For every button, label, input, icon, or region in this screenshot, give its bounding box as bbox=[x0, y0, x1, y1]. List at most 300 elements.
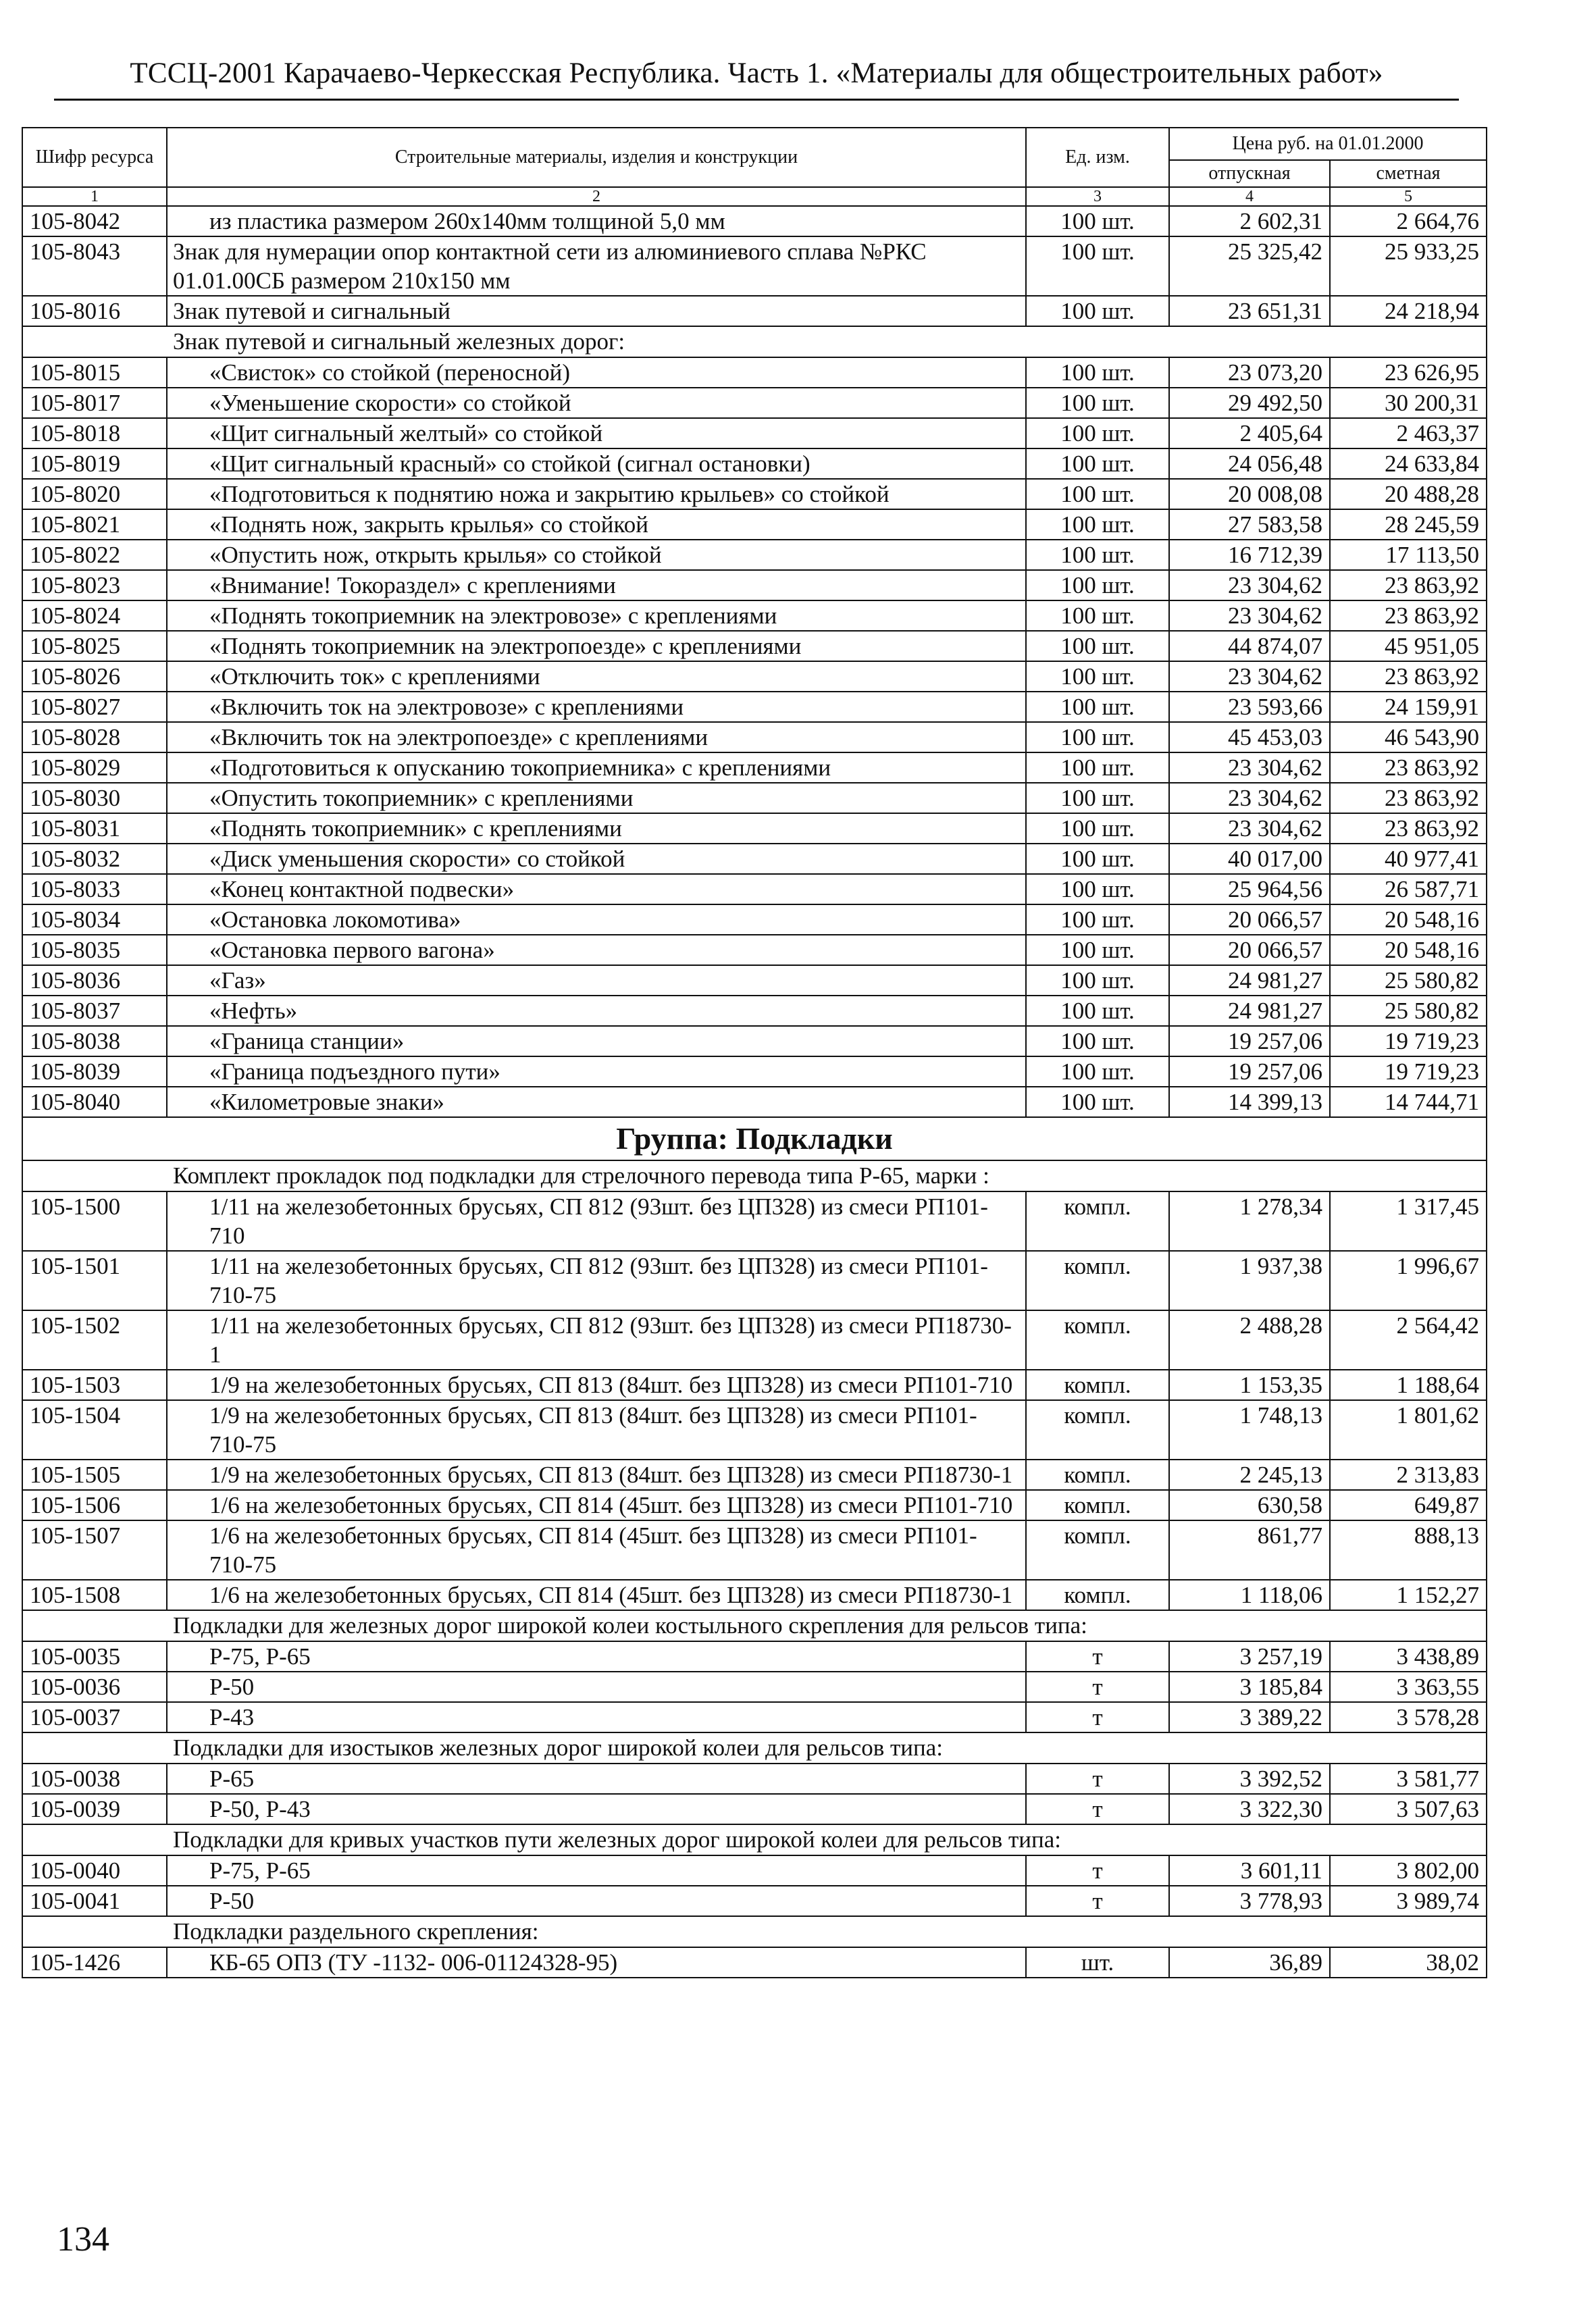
material-name-cell: «Поднять токоприемник» с креплениями bbox=[167, 813, 1026, 844]
price-release-cell: 23 651,31 bbox=[1169, 296, 1330, 326]
price-estimate-cell: 23 863,92 bbox=[1330, 661, 1487, 692]
price-release-cell: 23 304,62 bbox=[1169, 752, 1330, 783]
price-estimate-cell: 28 245,59 bbox=[1330, 509, 1487, 540]
resource-code-cell: 105-8015 bbox=[22, 357, 167, 388]
material-name-cell: «Километровые знаки» bbox=[167, 1087, 1026, 1117]
unit-cell: т bbox=[1026, 1764, 1169, 1794]
price-estimate-cell: 23 863,92 bbox=[1330, 600, 1487, 631]
material-name-cell: «Подготовиться к опусканию токоприемника» с креплениями bbox=[167, 752, 1026, 783]
title-divider bbox=[54, 99, 1459, 101]
subsection-heading: Подкладки раздельного скрепления: bbox=[22, 1916, 1487, 1947]
material-name-cell: Р-50, Р-43 bbox=[167, 1794, 1026, 1824]
price-release-cell: 24 981,27 bbox=[1169, 996, 1330, 1026]
table-row bbox=[22, 388, 1487, 418]
price-estimate-cell: 23 626,95 bbox=[1330, 357, 1487, 388]
material-name-cell: «Внимание! Токораздел» с креплениями bbox=[167, 570, 1026, 600]
unit-cell: 100 шт. bbox=[1026, 844, 1169, 874]
material-name-cell: «Газ» bbox=[167, 965, 1026, 996]
material-name-cell: «Уменьшение скорости» со стойкой bbox=[167, 388, 1026, 418]
price-release-cell: 23 304,62 bbox=[1169, 813, 1330, 844]
price-estimate-cell: 45 951,05 bbox=[1330, 631, 1487, 661]
resource-code-cell: 105-8042 bbox=[22, 206, 167, 236]
material-name-cell: Р-75, Р-65 bbox=[167, 1855, 1026, 1886]
material-name-cell: «Подготовиться к поднятию ножа и закрытию крыльев» со стойкой bbox=[167, 479, 1026, 509]
table-row bbox=[22, 1460, 1487, 1490]
unit-cell: 100 шт. bbox=[1026, 1056, 1169, 1087]
price-table bbox=[22, 127, 1487, 1978]
resource-code-cell: 105-1501 bbox=[22, 1251, 167, 1310]
material-name-cell: Знак для нумерации опор контактной сети из алюминиевого сплава №РКС 01.01.00СБ размером 210х150 мм bbox=[167, 236, 1026, 296]
resource-code-cell: 105-8022 bbox=[22, 540, 167, 570]
price-release-cell: 23 304,62 bbox=[1169, 570, 1330, 600]
price-estimate-cell: 25 580,82 bbox=[1330, 965, 1487, 996]
resource-code-cell: 105-8037 bbox=[22, 996, 167, 1026]
group-heading: Группа: Подкладки bbox=[22, 1117, 1487, 1160]
group-row bbox=[22, 1117, 1487, 1160]
resource-code-cell: 105-8026 bbox=[22, 661, 167, 692]
price-release-cell: 3 322,30 bbox=[1169, 1794, 1330, 1824]
unit-cell: 100 шт. bbox=[1026, 418, 1169, 448]
price-release-cell: 2 488,28 bbox=[1169, 1310, 1330, 1370]
resource-code-cell: 105-8023 bbox=[22, 570, 167, 600]
price-estimate-cell: 23 863,92 bbox=[1330, 783, 1487, 813]
table-row bbox=[22, 540, 1487, 570]
price-estimate-cell: 24 633,84 bbox=[1330, 448, 1487, 479]
price-estimate-cell: 1 996,67 bbox=[1330, 1251, 1487, 1310]
price-estimate-cell: 3 507,63 bbox=[1330, 1794, 1487, 1824]
price-release-cell: 25 964,56 bbox=[1169, 874, 1330, 904]
column-number: 2 bbox=[167, 187, 1026, 206]
price-estimate-cell: 40 977,41 bbox=[1330, 844, 1487, 874]
table-row bbox=[22, 1641, 1487, 1672]
table-row bbox=[22, 1251, 1487, 1310]
resource-code-cell: 105-8036 bbox=[22, 965, 167, 996]
resource-code-cell: 105-0038 bbox=[22, 1764, 167, 1794]
price-release-cell: 23 073,20 bbox=[1169, 357, 1330, 388]
material-name-cell: «Поднять токоприемник на электровозе» с креплениями bbox=[167, 600, 1026, 631]
material-name-cell: «Остановка локомотива» bbox=[167, 904, 1026, 935]
unit-cell: 100 шт. bbox=[1026, 965, 1169, 996]
resource-code-cell: 105-8016 bbox=[22, 296, 167, 326]
resource-code-cell: 105-8030 bbox=[22, 783, 167, 813]
material-name-cell: «Опустить нож, открыть крылья» со стойкой bbox=[167, 540, 1026, 570]
unit-cell: компл. bbox=[1026, 1490, 1169, 1520]
header-price-release: отпускная bbox=[1169, 160, 1330, 187]
unit-cell: компл. bbox=[1026, 1310, 1169, 1370]
resource-code-cell: 105-8021 bbox=[22, 509, 167, 540]
price-release-cell: 2 602,31 bbox=[1169, 206, 1330, 236]
unit-cell: т bbox=[1026, 1886, 1169, 1916]
table-row bbox=[22, 1947, 1487, 1978]
header-name: Строительные материалы, изделия и конструкции bbox=[167, 128, 1026, 187]
price-release-cell: 1 937,38 bbox=[1169, 1251, 1330, 1310]
table-row bbox=[22, 1702, 1487, 1732]
price-release-cell: 23 593,66 bbox=[1169, 692, 1330, 722]
table-row bbox=[22, 296, 1487, 326]
unit-cell: 100 шт. bbox=[1026, 904, 1169, 935]
price-release-cell: 3 257,19 bbox=[1169, 1641, 1330, 1672]
unit-cell: 100 шт. bbox=[1026, 236, 1169, 296]
unit-cell: компл. bbox=[1026, 1191, 1169, 1251]
unit-cell: 100 шт. bbox=[1026, 509, 1169, 540]
price-release-cell: 27 583,58 bbox=[1169, 509, 1330, 540]
table-row bbox=[22, 813, 1487, 844]
table-row bbox=[22, 1026, 1487, 1056]
table-row bbox=[22, 783, 1487, 813]
unit-cell: т bbox=[1026, 1702, 1169, 1732]
price-release-cell: 24 981,27 bbox=[1169, 965, 1330, 996]
price-release-cell: 23 304,62 bbox=[1169, 600, 1330, 631]
unit-cell: т bbox=[1026, 1855, 1169, 1886]
resource-code-cell: 105-8019 bbox=[22, 448, 167, 479]
unit-cell: 100 шт. bbox=[1026, 813, 1169, 844]
unit-cell: т bbox=[1026, 1794, 1169, 1824]
resource-code-cell: 105-0036 bbox=[22, 1672, 167, 1702]
price-estimate-cell: 19 719,23 bbox=[1330, 1056, 1487, 1087]
price-release-cell: 1 153,35 bbox=[1169, 1370, 1330, 1400]
price-release-cell: 1 748,13 bbox=[1169, 1400, 1330, 1460]
table-row bbox=[22, 1056, 1487, 1087]
table-row bbox=[22, 1520, 1487, 1580]
resource-code-cell: 105-1507 bbox=[22, 1520, 167, 1580]
table-row bbox=[22, 1490, 1487, 1520]
resource-code-cell: 105-8038 bbox=[22, 1026, 167, 1056]
resource-code-cell: 105-1508 bbox=[22, 1580, 167, 1610]
price-release-cell: 3 778,93 bbox=[1169, 1886, 1330, 1916]
price-release-cell: 20 066,57 bbox=[1169, 935, 1330, 965]
unit-cell: компл. bbox=[1026, 1370, 1169, 1400]
material-name-cell: «Опустить токоприемник» с креплениями bbox=[167, 783, 1026, 813]
subsection-heading: Комплект прокладок под подкладки для стрелочного перевода типа Р-65, марки : bbox=[22, 1160, 1487, 1191]
unit-cell: шт. bbox=[1026, 1947, 1169, 1978]
table-row bbox=[22, 1764, 1487, 1794]
resource-code-cell: 105-1503 bbox=[22, 1370, 167, 1400]
unit-cell: 100 шт. bbox=[1026, 600, 1169, 631]
material-name-cell: из пластика размером 260х140мм толщиной 5,0 мм bbox=[167, 206, 1026, 236]
price-estimate-cell: 23 863,92 bbox=[1330, 752, 1487, 783]
price-estimate-cell: 20 548,16 bbox=[1330, 904, 1487, 935]
material-name-cell: «Щит сигнальный желтый» со стойкой bbox=[167, 418, 1026, 448]
price-estimate-cell: 1 188,64 bbox=[1330, 1370, 1487, 1400]
price-estimate-cell: 17 113,50 bbox=[1330, 540, 1487, 570]
resource-code-cell: 105-8018 bbox=[22, 418, 167, 448]
table-row bbox=[22, 479, 1487, 509]
material-name-cell: 1/6 на железобетонных брусьях, СП 814 (45шт. без ЦП328) из смеси РП101-710-75 bbox=[167, 1520, 1026, 1580]
unit-cell: компл. bbox=[1026, 1251, 1169, 1310]
material-name-cell: «Поднять нож, закрыть крылья» со стойкой bbox=[167, 509, 1026, 540]
table-row bbox=[22, 1191, 1487, 1251]
unit-cell: 100 шт. bbox=[1026, 540, 1169, 570]
material-name-cell: 1/11 на железобетонных брусьях, СП 812 (93шт. без ЦП328) из смеси РП18730-1 bbox=[167, 1310, 1026, 1370]
material-name-cell: «Отключить ток» с креплениями bbox=[167, 661, 1026, 692]
unit-cell: 100 шт. bbox=[1026, 935, 1169, 965]
price-release-cell: 23 304,62 bbox=[1169, 783, 1330, 813]
price-release-cell: 19 257,06 bbox=[1169, 1026, 1330, 1056]
resource-code-cell: 105-8034 bbox=[22, 904, 167, 935]
unit-cell: 100 шт. bbox=[1026, 479, 1169, 509]
subsection-row bbox=[22, 326, 1487, 357]
unit-cell: 100 шт. bbox=[1026, 783, 1169, 813]
subsection-heading: Знак путевой и сигнальный железных дорог: bbox=[22, 326, 1487, 357]
page-number: 134 bbox=[57, 2220, 109, 2259]
material-name-cell: Р-43 bbox=[167, 1702, 1026, 1732]
page-title: ТССЦ-2001 Карачаево-Черкесская Республика. Часть 1. «Материалы для общестроительных работ» bbox=[130, 57, 1383, 89]
table-row bbox=[22, 692, 1487, 722]
material-name-cell: Р-50 bbox=[167, 1672, 1026, 1702]
table-row bbox=[22, 1855, 1487, 1886]
material-name-cell: «Включить ток на электропоезде» с креплениями bbox=[167, 722, 1026, 752]
unit-cell: 100 шт. bbox=[1026, 1087, 1169, 1117]
material-name-cell: 1/6 на железобетонных брусьях, СП 814 (45шт. без ЦП328) из смеси РП101-710 bbox=[167, 1490, 1026, 1520]
material-name-cell: 1/9 на железобетонных брусьях, СП 813 (84шт. без ЦП328) из смеси РП18730-1 bbox=[167, 1460, 1026, 1490]
resource-code-cell: 105-1426 bbox=[22, 1947, 167, 1978]
table-row bbox=[22, 418, 1487, 448]
price-release-cell: 14 399,13 bbox=[1169, 1087, 1330, 1117]
unit-cell: т bbox=[1026, 1641, 1169, 1672]
price-estimate-cell: 1 801,62 bbox=[1330, 1400, 1487, 1460]
resource-code-cell: 105-0035 bbox=[22, 1641, 167, 1672]
price-estimate-cell: 888,13 bbox=[1330, 1520, 1487, 1580]
price-release-cell: 1 118,06 bbox=[1169, 1580, 1330, 1610]
table-row bbox=[22, 1087, 1487, 1117]
price-release-cell: 16 712,39 bbox=[1169, 540, 1330, 570]
price-estimate-cell: 46 543,90 bbox=[1330, 722, 1487, 752]
resource-code-cell: 105-8020 bbox=[22, 479, 167, 509]
header-code: Шифр ресурса bbox=[22, 128, 167, 187]
price-estimate-cell: 25 933,25 bbox=[1330, 236, 1487, 296]
table-row bbox=[22, 722, 1487, 752]
price-release-cell: 25 325,42 bbox=[1169, 236, 1330, 296]
price-estimate-cell: 2 313,83 bbox=[1330, 1460, 1487, 1490]
price-release-cell: 3 185,84 bbox=[1169, 1672, 1330, 1702]
table-row bbox=[22, 509, 1487, 540]
price-estimate-cell: 24 159,91 bbox=[1330, 692, 1487, 722]
resource-code-cell: 105-8028 bbox=[22, 722, 167, 752]
resource-code-cell: 105-8039 bbox=[22, 1056, 167, 1087]
price-release-cell: 29 492,50 bbox=[1169, 388, 1330, 418]
unit-cell: 100 шт. bbox=[1026, 692, 1169, 722]
price-release-cell: 3 392,52 bbox=[1169, 1764, 1330, 1794]
unit-cell: 100 шт. bbox=[1026, 996, 1169, 1026]
price-estimate-cell: 1 152,27 bbox=[1330, 1580, 1487, 1610]
subsection-row bbox=[22, 1732, 1487, 1764]
table-row bbox=[22, 1370, 1487, 1400]
table-row bbox=[22, 965, 1487, 996]
price-estimate-cell: 2 463,37 bbox=[1330, 418, 1487, 448]
resource-code-cell: 105-0039 bbox=[22, 1794, 167, 1824]
column-number: 3 bbox=[1026, 187, 1169, 206]
price-release-cell: 2 245,13 bbox=[1169, 1460, 1330, 1490]
unit-cell: 100 шт. bbox=[1026, 661, 1169, 692]
resource-code-cell: 105-8027 bbox=[22, 692, 167, 722]
price-estimate-cell: 26 587,71 bbox=[1330, 874, 1487, 904]
resource-code-cell: 105-8024 bbox=[22, 600, 167, 631]
resource-code-cell: 105-8025 bbox=[22, 631, 167, 661]
unit-cell: 100 шт. bbox=[1026, 570, 1169, 600]
resource-code-cell: 105-1506 bbox=[22, 1490, 167, 1520]
price-estimate-cell: 2 564,42 bbox=[1330, 1310, 1487, 1370]
table-row bbox=[22, 904, 1487, 935]
price-estimate-cell: 24 218,94 bbox=[1330, 296, 1487, 326]
material-name-cell: Р-50 bbox=[167, 1886, 1026, 1916]
price-release-cell: 1 278,34 bbox=[1169, 1191, 1330, 1251]
material-name-cell: Р-65 bbox=[167, 1764, 1026, 1794]
subsection-row bbox=[22, 1160, 1487, 1191]
unit-cell: 100 шт. bbox=[1026, 1026, 1169, 1056]
table-row bbox=[22, 1886, 1487, 1916]
column-number: 5 bbox=[1330, 187, 1487, 206]
table-row bbox=[22, 935, 1487, 965]
table-row bbox=[22, 448, 1487, 479]
unit-cell: 100 шт. bbox=[1026, 388, 1169, 418]
subsection-row bbox=[22, 1916, 1487, 1947]
table-row bbox=[22, 996, 1487, 1026]
material-name-cell: «Остановка первого вагона» bbox=[167, 935, 1026, 965]
material-name-cell: «Граница подъездного пути» bbox=[167, 1056, 1026, 1087]
price-release-cell: 630,58 bbox=[1169, 1490, 1330, 1520]
table-body bbox=[22, 206, 1487, 1978]
unit-cell: компл. bbox=[1026, 1400, 1169, 1460]
price-estimate-cell: 23 863,92 bbox=[1330, 813, 1487, 844]
price-estimate-cell: 649,87 bbox=[1330, 1490, 1487, 1520]
table-row bbox=[22, 1400, 1487, 1460]
unit-cell: 100 шт. bbox=[1026, 448, 1169, 479]
resource-code-cell: 105-8029 bbox=[22, 752, 167, 783]
material-name-cell: «Свисток» со стойкой (переносной) bbox=[167, 357, 1026, 388]
price-release-cell: 24 056,48 bbox=[1169, 448, 1330, 479]
resource-code-cell: 105-0037 bbox=[22, 1702, 167, 1732]
unit-cell: т bbox=[1026, 1672, 1169, 1702]
table-row bbox=[22, 844, 1487, 874]
price-estimate-cell: 2 664,76 bbox=[1330, 206, 1487, 236]
table-row bbox=[22, 206, 1487, 236]
resource-code-cell: 105-1502 bbox=[22, 1310, 167, 1370]
table-row bbox=[22, 570, 1487, 600]
table-row bbox=[22, 874, 1487, 904]
unit-cell: 100 шт. bbox=[1026, 296, 1169, 326]
resource-code-cell: 105-8035 bbox=[22, 935, 167, 965]
resource-code-cell: 105-8031 bbox=[22, 813, 167, 844]
material-name-cell: «Включить ток на электровозе» с креплениями bbox=[167, 692, 1026, 722]
price-estimate-cell: 1 317,45 bbox=[1330, 1191, 1487, 1251]
resource-code-cell: 105-0040 bbox=[22, 1855, 167, 1886]
table-row bbox=[22, 1794, 1487, 1824]
price-estimate-cell: 3 989,74 bbox=[1330, 1886, 1487, 1916]
material-name-cell: 1/6 на железобетонных брусьях, СП 814 (45шт. без ЦП328) из смеси РП18730-1 bbox=[167, 1580, 1026, 1610]
subsection-row bbox=[22, 1610, 1487, 1641]
price-estimate-cell: 23 863,92 bbox=[1330, 570, 1487, 600]
subsection-heading: Подкладки для изостыков железных дорог широкой колеи для рельсов типа: bbox=[22, 1732, 1487, 1764]
unit-cell: 100 шт. bbox=[1026, 752, 1169, 783]
resource-code-cell: 105-8040 bbox=[22, 1087, 167, 1117]
unit-cell: 100 шт. bbox=[1026, 874, 1169, 904]
subsection-heading: Подкладки для кривых участков пути железных дорог широкой колеи для рельсов типа: bbox=[22, 1824, 1487, 1855]
price-estimate-cell: 20 548,16 bbox=[1330, 935, 1487, 965]
price-estimate-cell: 3 578,28 bbox=[1330, 1702, 1487, 1732]
table-row bbox=[22, 631, 1487, 661]
price-estimate-cell: 3 802,00 bbox=[1330, 1855, 1487, 1886]
header-unit: Ед. изм. bbox=[1026, 128, 1169, 187]
price-release-cell: 20 008,08 bbox=[1169, 479, 1330, 509]
unit-cell: 100 шт. bbox=[1026, 206, 1169, 236]
resource-code-cell: 105-1500 bbox=[22, 1191, 167, 1251]
material-name-cell: «Щит сигнальный красный» со стойкой (сигнал остановки) bbox=[167, 448, 1026, 479]
price-release-cell: 45 453,03 bbox=[1169, 722, 1330, 752]
material-name-cell: 1/9 на железобетонных брусьях, СП 813 (84шт. без ЦП328) из смеси РП101-710-75 bbox=[167, 1400, 1026, 1460]
unit-cell: 100 шт. bbox=[1026, 357, 1169, 388]
price-estimate-cell: 38,02 bbox=[1330, 1947, 1487, 1978]
price-release-cell: 20 066,57 bbox=[1169, 904, 1330, 935]
price-estimate-cell: 3 363,55 bbox=[1330, 1672, 1487, 1702]
price-release-cell: 36,89 bbox=[1169, 1947, 1330, 1978]
subsection-row bbox=[22, 1824, 1487, 1855]
table-row bbox=[22, 1672, 1487, 1702]
resource-code-cell: 105-8033 bbox=[22, 874, 167, 904]
price-estimate-cell: 14 744,71 bbox=[1330, 1087, 1487, 1117]
material-name-cell: КБ-65 ОПЗ (ТУ -1132- 006-01124328-95) bbox=[167, 1947, 1026, 1978]
table-row bbox=[22, 357, 1487, 388]
price-release-cell: 3 601,11 bbox=[1169, 1855, 1330, 1886]
material-name-cell: 1/9 на железобетонных брусьях, СП 813 (84шт. без ЦП328) из смеси РП101-710 bbox=[167, 1370, 1026, 1400]
table-row bbox=[22, 1580, 1487, 1610]
resource-code-cell: 105-1505 bbox=[22, 1460, 167, 1490]
table-row bbox=[22, 752, 1487, 783]
material-name-cell: «Конец контактной подвески» bbox=[167, 874, 1026, 904]
header-price-group: Цена руб. на 01.01.2000 bbox=[1169, 128, 1487, 160]
column-number: 1 bbox=[22, 187, 167, 206]
material-name-cell: Знак путевой и сигнальный bbox=[167, 296, 1026, 326]
table-row bbox=[22, 1310, 1487, 1370]
unit-cell: компл. bbox=[1026, 1460, 1169, 1490]
table-row bbox=[22, 236, 1487, 296]
resource-code-cell: 105-8043 bbox=[22, 236, 167, 296]
table-row bbox=[22, 600, 1487, 631]
price-estimate-cell: 19 719,23 bbox=[1330, 1026, 1487, 1056]
unit-cell: компл. bbox=[1026, 1520, 1169, 1580]
price-estimate-cell: 30 200,31 bbox=[1330, 388, 1487, 418]
material-name-cell: «Поднять токоприемник на электропоезде» с креплениями bbox=[167, 631, 1026, 661]
price-estimate-cell: 20 488,28 bbox=[1330, 479, 1487, 509]
price-release-cell: 2 405,64 bbox=[1169, 418, 1330, 448]
price-release-cell: 40 017,00 bbox=[1169, 844, 1330, 874]
resource-code-cell: 105-8032 bbox=[22, 844, 167, 874]
price-release-cell: 23 304,62 bbox=[1169, 661, 1330, 692]
resource-code-cell: 105-1504 bbox=[22, 1400, 167, 1460]
table-row bbox=[22, 661, 1487, 692]
column-number: 4 bbox=[1169, 187, 1330, 206]
material-name-cell: «Граница станции» bbox=[167, 1026, 1026, 1056]
price-estimate-cell: 3 581,77 bbox=[1330, 1764, 1487, 1794]
unit-cell: компл. bbox=[1026, 1580, 1169, 1610]
price-release-cell: 19 257,06 bbox=[1169, 1056, 1330, 1087]
price-release-cell: 861,77 bbox=[1169, 1520, 1330, 1580]
price-release-cell: 3 389,22 bbox=[1169, 1702, 1330, 1732]
material-name-cell: 1/11 на железобетонных брусьях, СП 812 (93шт. без ЦП328) из смеси РП101-710-75 bbox=[167, 1251, 1026, 1310]
material-name-cell: «Диск уменьшения скорости» со стойкой bbox=[167, 844, 1026, 874]
unit-cell: 100 шт. bbox=[1026, 631, 1169, 661]
material-name-cell: Р-75, Р-65 bbox=[167, 1641, 1026, 1672]
unit-cell: 100 шт. bbox=[1026, 722, 1169, 752]
material-name-cell: «Нефть» bbox=[167, 996, 1026, 1026]
price-release-cell: 44 874,07 bbox=[1169, 631, 1330, 661]
material-name-cell: 1/11 на железобетонных брусьях, СП 812 (93шт. без ЦП328) из смеси РП101-710 bbox=[167, 1191, 1026, 1251]
subsection-heading: Подкладки для железных дорог широкой колеи костыльного скрепления для рельсов типа: bbox=[22, 1610, 1487, 1641]
price-estimate-cell: 25 580,82 bbox=[1330, 996, 1487, 1026]
header-price-estimate: сметная bbox=[1330, 160, 1487, 187]
resource-code-cell: 105-8017 bbox=[22, 388, 167, 418]
resource-code-cell: 105-0041 bbox=[22, 1886, 167, 1916]
price-estimate-cell: 3 438,89 bbox=[1330, 1641, 1487, 1672]
